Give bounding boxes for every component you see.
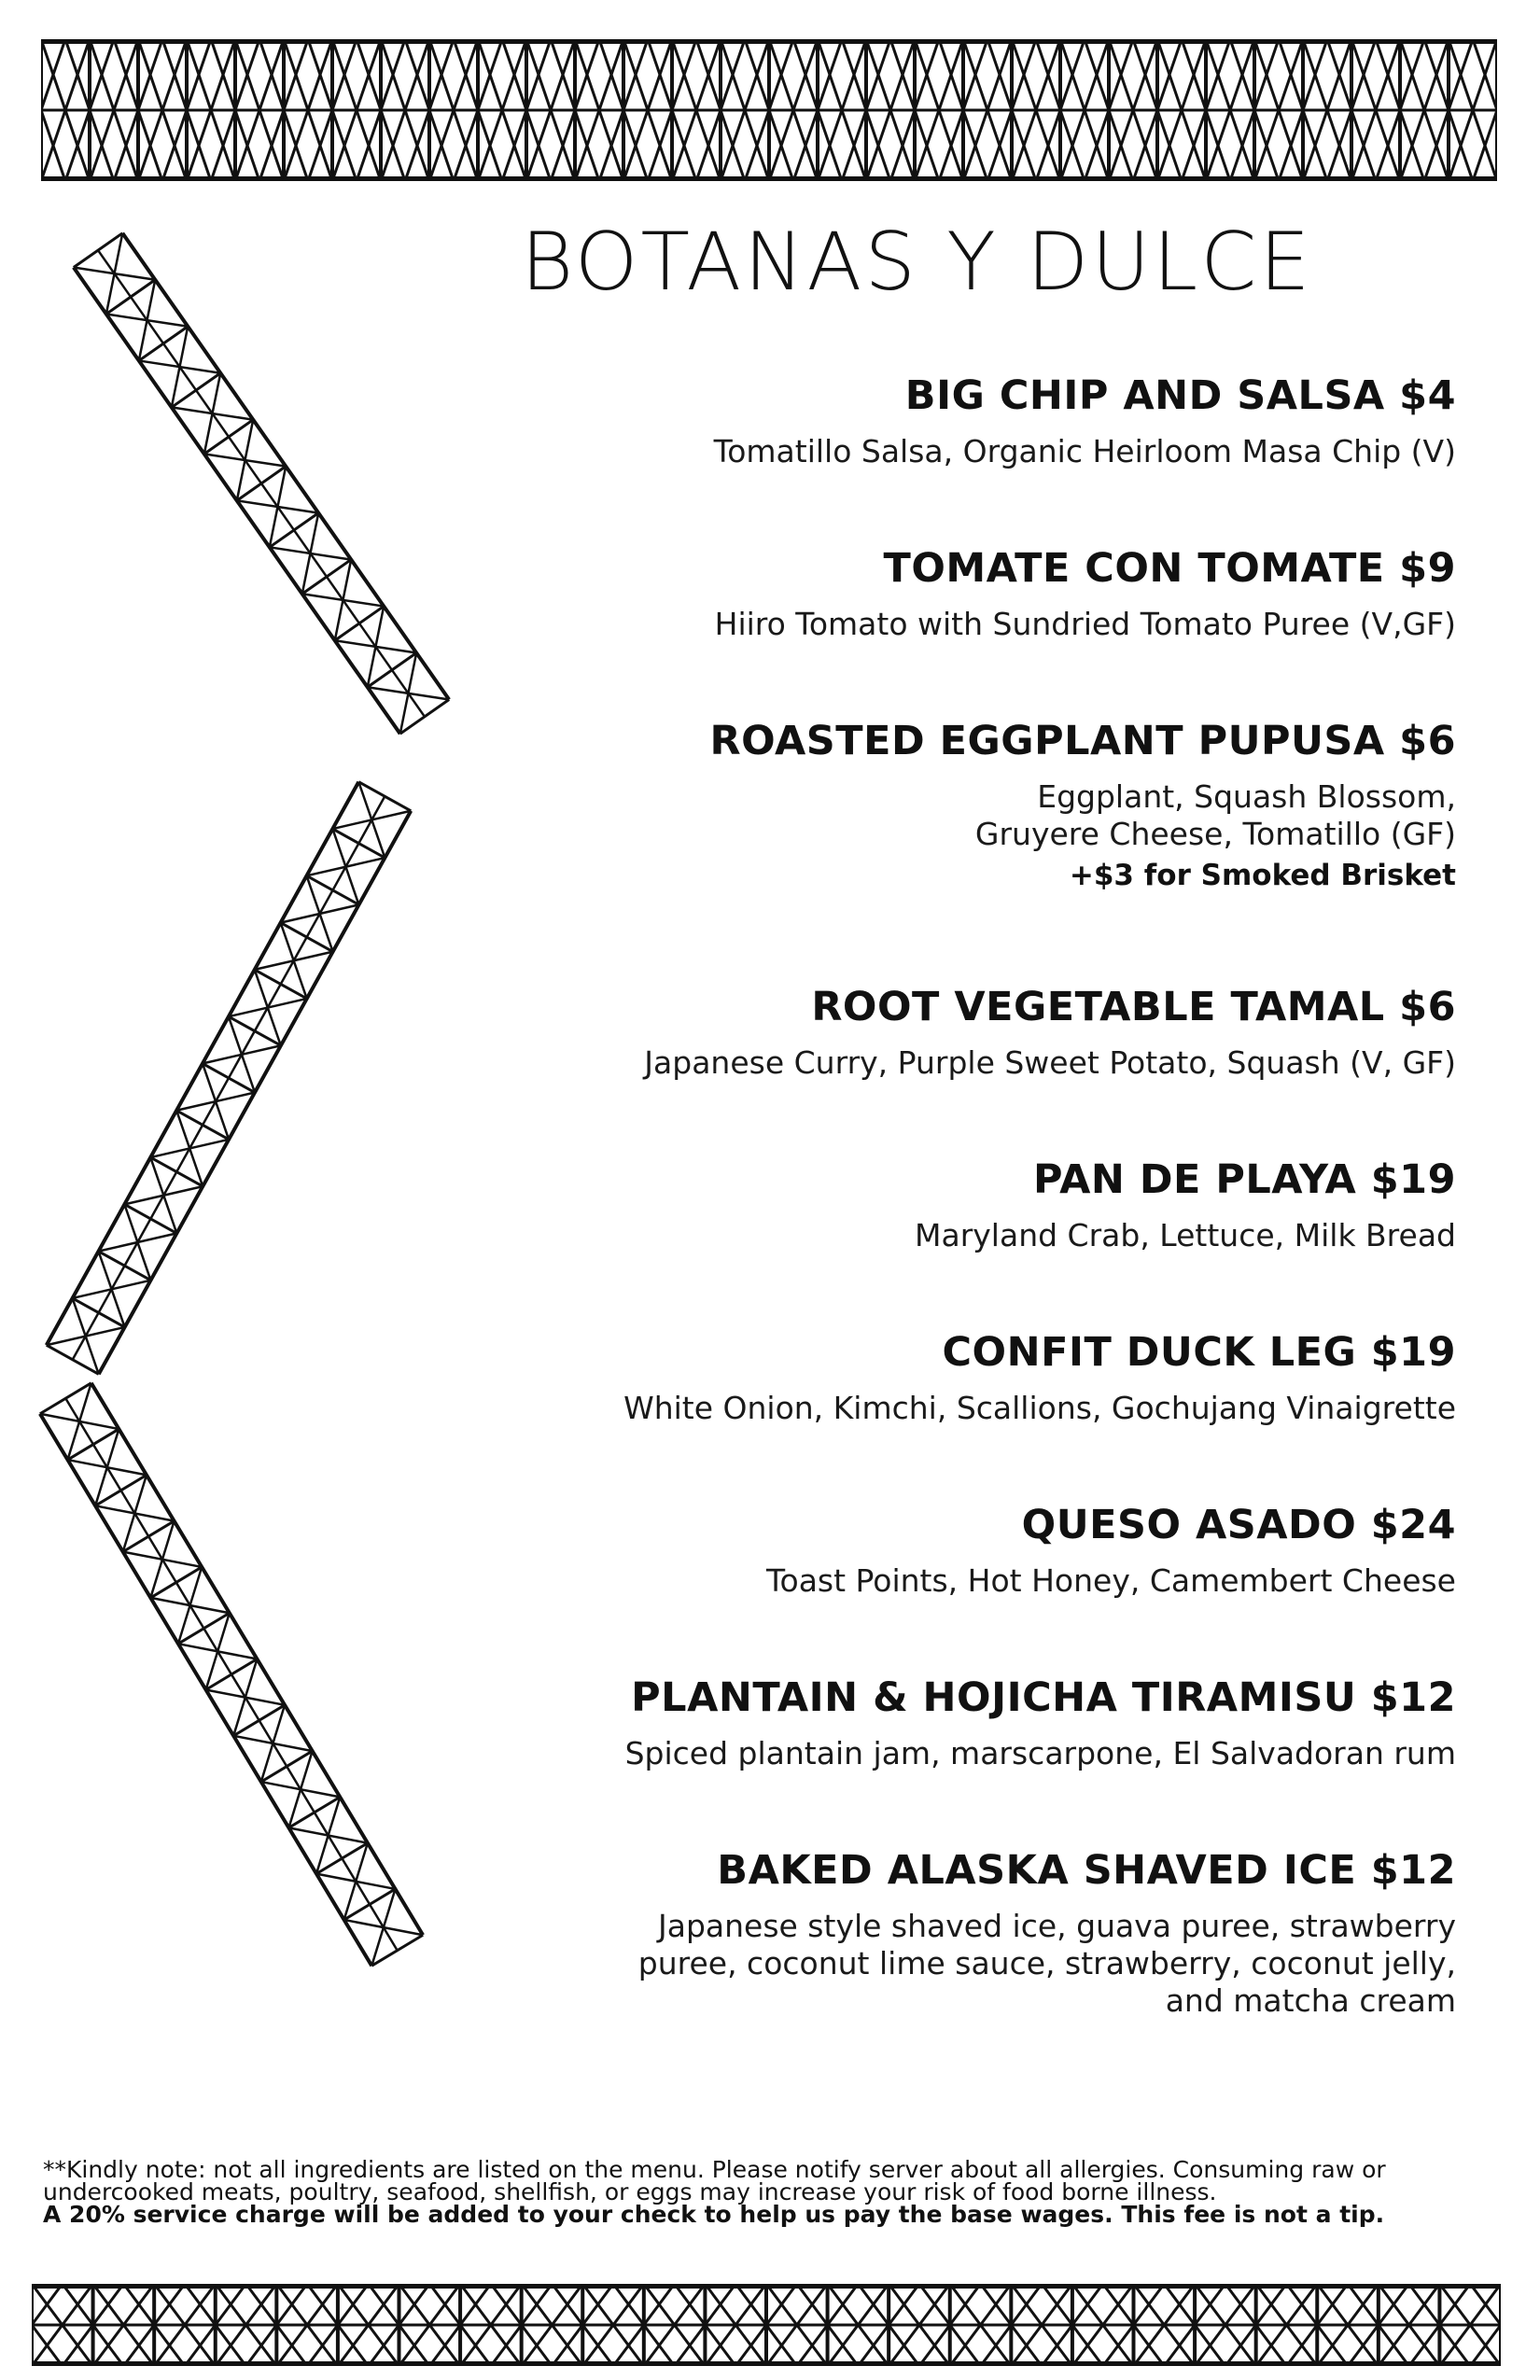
menu-item-name: PLANTAIN & HOJICHA TIRAMISU $12 bbox=[631, 1674, 1456, 1721]
menu-item-name: PAN DE PLAYA $19 bbox=[1033, 1156, 1456, 1203]
menu-item-description: Japanese Curry, Purple Sweet Potato, Squash (V, GF) bbox=[644, 1044, 1456, 1081]
menu-item-description: Spiced plantain jam, marscarpone, El Salvadoran rum bbox=[624, 1735, 1456, 1771]
lattice-strip-decoration bbox=[229, 1078, 230, 1079]
menu-item bbox=[429, 983, 1456, 1082]
menu-item-name: BIG CHIP AND SALSA $4 bbox=[904, 372, 1456, 419]
menu-item-name: ROOT VEGETABLE TAMAL $6 bbox=[811, 984, 1456, 1030]
menu-item-name: BAKED ALASKA SHAVED ICE $12 bbox=[717, 1847, 1456, 1894]
lattice-strip-decoration bbox=[231, 1674, 232, 1675]
menu-item bbox=[429, 1501, 1456, 1600]
top-lattice-band bbox=[41, 39, 1497, 181]
menu-item-name: QUESO ASADO $24 bbox=[1021, 1502, 1456, 1548]
menu-item bbox=[429, 1846, 1456, 2020]
menu-item-description: Tomatillo Salsa, Organic Heirloom Masa Chip (V) bbox=[713, 433, 1456, 469]
menu-item-description: Maryland Crab, Lettuce, Milk Bread bbox=[915, 1217, 1456, 1253]
menu-item-description: White Onion, Kimchi, Scallions, Gochujang Vinaigrette bbox=[623, 1390, 1456, 1426]
menu-item bbox=[429, 1155, 1456, 1254]
menu-item-addon: +$3 for Smoked Brisket bbox=[1069, 859, 1456, 892]
menu-item-name: TOMATE CON TOMATE $9 bbox=[883, 545, 1456, 592]
menu-title: BOTANAS Y DULCE bbox=[521, 216, 1313, 309]
menu-item-description: Hiiro Tomato with Sundried Tomato Puree (V,GF) bbox=[714, 606, 1456, 642]
menu-item bbox=[429, 717, 1456, 894]
menu-item-name: CONFIT DUCK LEG $19 bbox=[942, 1329, 1456, 1376]
lattice-strip-decoration bbox=[261, 483, 262, 484]
bottom-lattice-band bbox=[32, 2284, 1501, 2366]
menu-item-description: Japanese style shaved ice, guava puree, strawberry puree, coconut lime sauce, strawberry, coconut jelly, and matcha cream bbox=[637, 1908, 1456, 2019]
footer-notice bbox=[43, 2156, 1499, 2228]
service-charge-note: A 20% service charge will be added to your check to help us pay the base wages. This fee is not a tip. bbox=[43, 2201, 1385, 2228]
menu-item-description: Eggplant, Squash Blossom, Gruyere Cheese, Tomatillo (GF) bbox=[974, 778, 1456, 852]
allergy-note: **Kindly note: not all ingredients are listed on the menu. Please notify server about all allergies. Consuming raw or undercooked meats, poultry, seafood, shellfish, or eggs may increase your risk of food borne illness. bbox=[43, 2156, 1386, 2205]
menu-item bbox=[429, 1673, 1456, 1772]
menu-item bbox=[429, 371, 1456, 470]
menu-item-name: ROASTED EGGPLANT PUPUSA $6 bbox=[709, 718, 1456, 764]
menu-item-description: Toast Points, Hot Honey, Camembert Cheese bbox=[765, 1562, 1456, 1599]
menu-item bbox=[429, 1328, 1456, 1427]
menu-item bbox=[429, 544, 1456, 643]
